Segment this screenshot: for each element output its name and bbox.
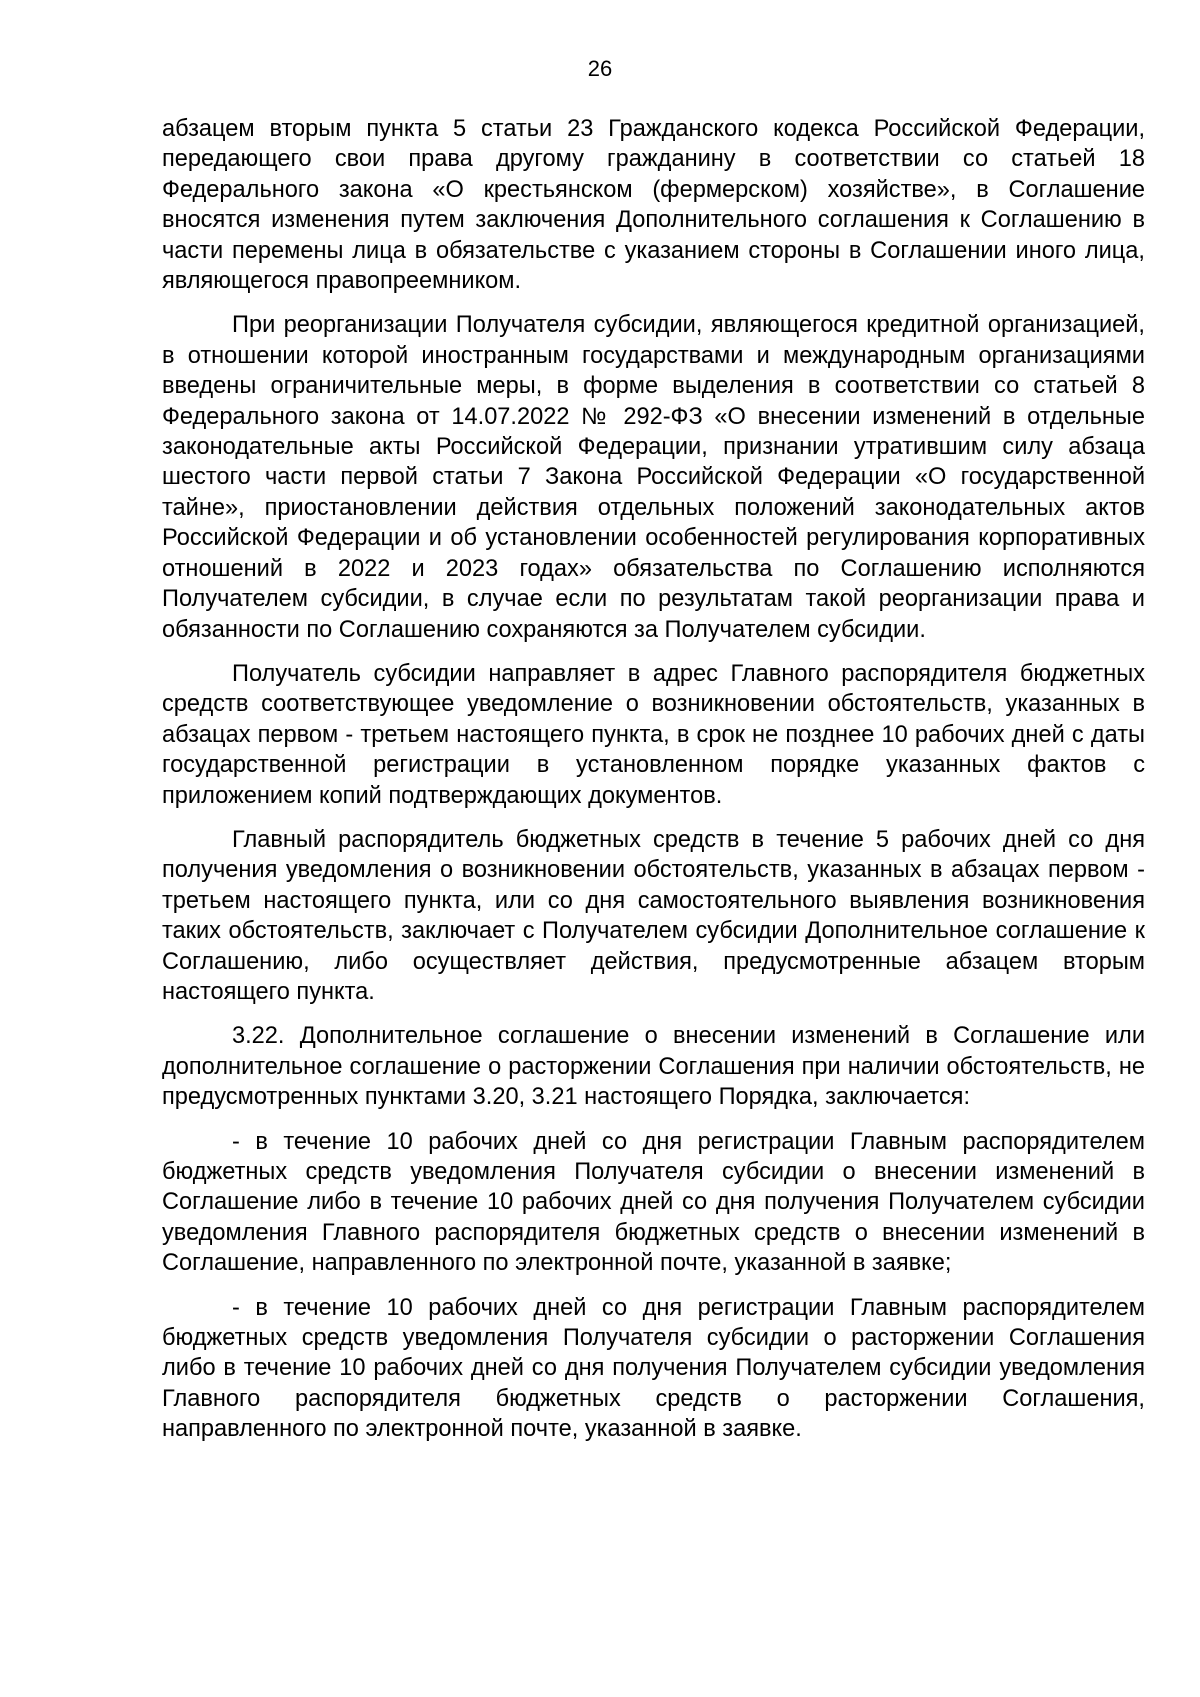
paragraph-clause-3-22: 3.22. Дополнительное соглашение о внесении изменений в Соглашение или дополнительное соглашение о расторжении Соглашения при наличии обстоятельств, не предусмотренных пунктами 3.20, 3.21 настоящего Порядка, заключается: xyxy=(162,1023,1145,1111)
list-item-termination: - в течение 10 рабочих дней со дня регистрации Главным распорядителем бюджетных средств уведомления Получателя субсидии о расторжении Соглашения либо в течение 10 рабочих дней со дня получения Получателем субсидии уведомления Главного распорядителя бюджетных средств о расторжении Соглашения, направленного по электронной почте, указанной в заявке. xyxy=(162,1294,1145,1443)
page-number: 26 xyxy=(587,56,613,81)
list-item-changes: - в течение 10 рабочих дней со дня регистрации Главным распорядителем бюджетных средств уведомления Получателя субсидии о внесении изменений в Соглашение либо в течение 10 рабочих дней со дня получения Получателем субсидии уведомления Главного распорядителя бюджетных средств о внесении изменений в Соглашение, направленного по электронной почте, указанной в заявке; xyxy=(162,1128,1145,1277)
paragraph-notification: Получатель субсидии направляет в адрес Главного распорядителя бюджетных средств соответствующее уведомление о возникновении обстоятельств, указанных в абзацах первом - третьем настоящего пункта, в срок не позднее 10 рабочих дней с даты государственной регистрации в установленном порядке указанных фактов с приложением копий подтверждающих документов. xyxy=(162,660,1145,809)
document-body xyxy=(162,114,1145,1459)
paragraph-additional-agreement: Главный распорядитель бюджетных средств в течение 5 рабочих дней со дня получения уведомления о возникновении обстоятельств, указанных в абзацах первом - третьем настоящего пункта, или со дня самостоятельного выявления возникновения таких обстоятельств, заключает с Получателем субсидии Дополнительное соглашение к Соглашению, либо осуществляет действия, предусмотренные абзацем вторым настоящего пункта. xyxy=(162,826,1145,1005)
paragraph-continuation: абзацем вторым пункта 5 статьи 23 Гражданского кодекса Российской Федерации, передающего свои права другому гражданину в соответствии со статьей 18 Федерального закона «О крестьянском (фермерском) хозяйстве», в Соглашение вносятся изменения путем заключения Дополнительного соглашения к Соглашению в части перемены лица в обязательстве с указанием стороны в Соглашении иного лица, являющегося правопреемником. xyxy=(162,116,1145,295)
paragraph-reorganization: При реорганизации Получателя субсидии, являющегося кредитной организацией, в отношении которой иностранным государствами и международным организациями введены ограничительные меры, в форме выделения в соответствии со статьей 8 Федерального закона от 14.07.2022 № 292-ФЗ «О внесении изменений в отдельные законодательные акты Российской Федерации, признании утратившим силу абзаца шестого части первой статьи 7 Закона Российской Федерации «О государственной тайне», приостановлении действия отдельных положений законодательных актов Российской Федерации и об установлении особенностей регулирования корпоративных отношений в 2022 и 2023 годах» обязательства по Соглашению исполняются Получателем субсидии, в случае если по результатам такой реорганизации права и обязанности по Соглашению сохраняются за Получателем субсидии. xyxy=(162,312,1145,643)
